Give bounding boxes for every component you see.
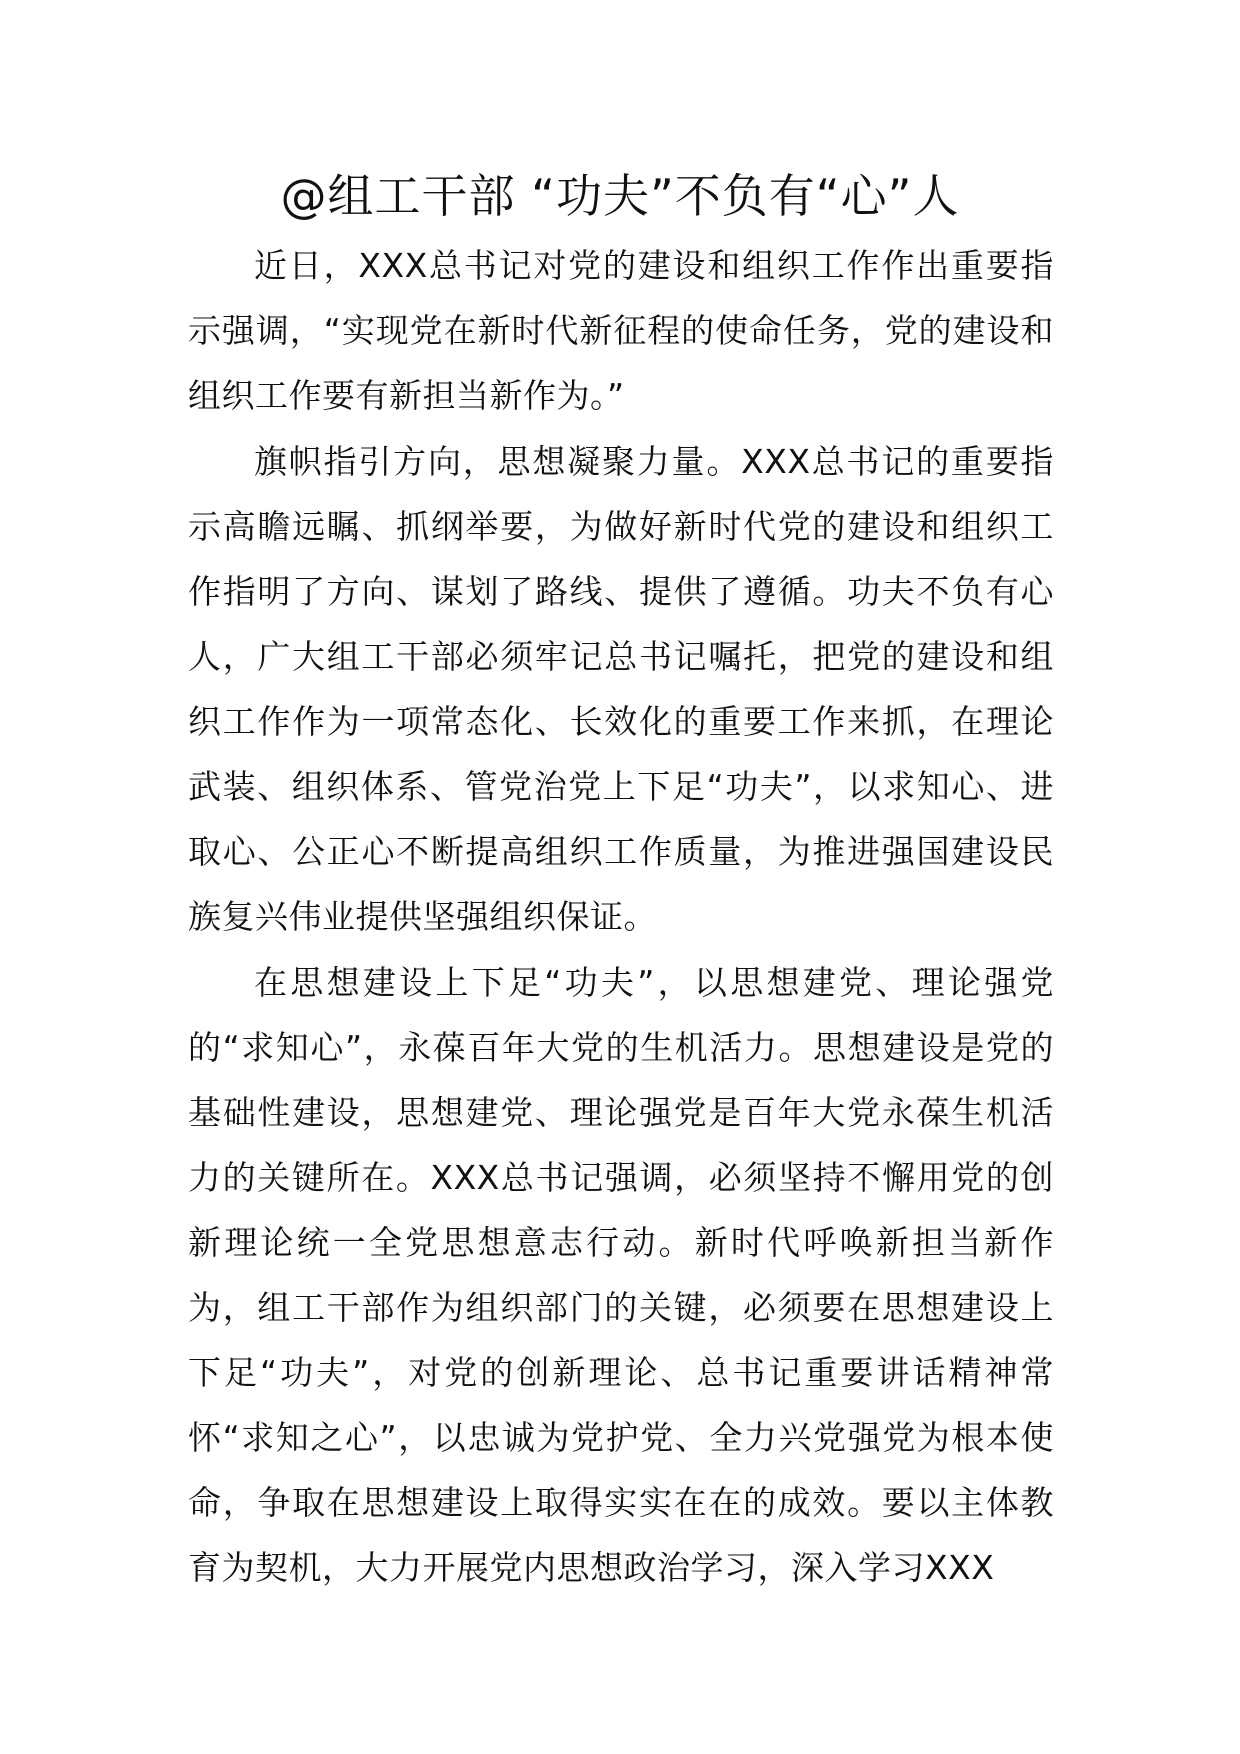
paragraph-2: 旗帜指引方向，思想凝聚力量。XXX总书记的重要指示高瞻远瞩、抓纲举要，为做好新时代党的建设和组织工作指明了方向、谋划了路线、提供了遵循。功夫不负有心人，广大组工干部必须牢记总书记嘱托，把党的建设和组织工作作为一项常态化、长效化的重要工作来抓，在理论武装、组织体系、管党治党上下足“功夫”，以求知心、进取心、公正心不断提高组织工作质量，为推进强国建设民族复兴伟业提供坚强组织保证。 <box>188 442 1054 936</box>
document-body <box>188 233 1054 1601</box>
paragraph-3: 在思想建设上下足“功夫”，以思想建党、理论强党的“求知心”，永葆百年大党的生机活力。思想建设是党的基础性建设，思想建党、理论强党是百年大党永葆生机活力的关键所在。XXX总书记强调，必须坚持不懈用党的创新理论统一全党思想意志行动。新时代呼唤新担当新作为，组工干部作为组织部门的关键，必须要在思想建设上下足“功夫”，对党的创新理论、总书记重要讲话精神常怀“求知之心”，以忠诚为党护党、全力兴党强党为根本使命，争取在思想建设上取得实实在在的成效。要以主体教育为契机，大力开展党内思想政治学习，深入学习XXX <box>188 963 1054 1587</box>
paragraph-1: 近日，XXX总书记对党的建设和组织工作作出重要指示强调，“实现党在新时代新征程的使命任务，党的建设和组织工作要有新担当新作为。” <box>188 246 1054 415</box>
document-title: @组工干部 “功夫”不负有“心”人 <box>280 169 960 223</box>
